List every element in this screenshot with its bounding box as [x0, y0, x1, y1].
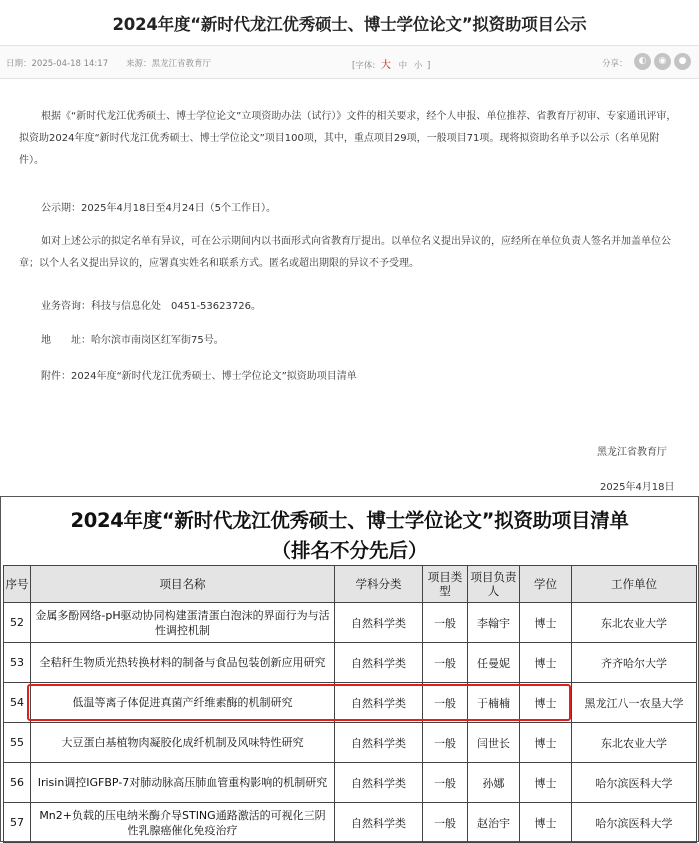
cell-no: 57: [4, 803, 31, 843]
header-type: 项目类型: [423, 566, 468, 603]
wechat-share-icon[interactable]: ◐: [634, 53, 651, 70]
cell-unit: 东北农业大学: [572, 603, 697, 643]
font-large-link[interactable]: 大: [380, 60, 391, 71]
article-paragraph-5: 地 址：哈尔滨市南岗区红军街75号。: [41, 335, 224, 346]
weibo-share-icon[interactable]: ◉: [654, 53, 671, 70]
cell-type: 一般: [423, 683, 468, 723]
cell-field: 自然科学类: [335, 603, 423, 643]
table-row: [4, 603, 697, 643]
article-paragraph-1: 根据《“新时代龙江优秀硕士、博士学位论文”立项资助办法（试行）》文件的相关要求，经个人申报、单位推荐、省教育厅初审、专家通讯评审，拟资助2024年度“新时代龙江优秀硕士、博士学位论文”项目100项，其中，重点项目29项，一般项目71项。现将拟资助名单予以公示（名单见附件）。: [19, 111, 677, 166]
cell-name: 低温等离子体促进真菌产纤维素酶的机制研究: [31, 683, 335, 723]
cell-degree: 博士: [520, 803, 572, 843]
cell-type: 一般: [423, 643, 468, 683]
cell-field: 自然科学类: [335, 803, 423, 843]
header-unit: 工作单位: [572, 566, 697, 603]
publish-date: 日期：2025-04-18 14:17: [6, 59, 109, 69]
font-label: [字体:: [352, 61, 376, 71]
cell-field: 自然科学类: [335, 683, 423, 723]
cell-name: 金属多酚网络-pH驱动协同构建蛋清蛋白泡沫的界面行为与活性调控机制: [31, 603, 335, 643]
cell-no: 54: [4, 683, 31, 723]
cell-no: 52: [4, 603, 31, 643]
qq-share-icon[interactable]: ●: [674, 53, 691, 70]
signature: 黑龙江省教育厅: [597, 447, 667, 458]
cell-no: 56: [4, 763, 31, 803]
font-size-switcher: [352, 56, 430, 71]
cell-leader: 任曼妮: [468, 643, 520, 683]
cell-degree: 博士: [520, 763, 572, 803]
table-row: [4, 763, 697, 803]
table-row: [4, 723, 697, 763]
table-row: [4, 803, 697, 843]
cell-degree: 博士: [520, 723, 572, 763]
font-medium-link[interactable]: 中: [398, 61, 408, 71]
cell-leader: 闫世长: [468, 723, 520, 763]
meta-bar: [0, 45, 699, 79]
cell-unit: 齐齐哈尔大学: [572, 643, 697, 683]
sign-date: 2025年4月18日: [600, 482, 675, 493]
header-no: 序号: [4, 566, 31, 603]
attachment-link[interactable]: 附件：2024年度“新时代龙江优秀硕士、博士学位论文”拟资助项目清单: [41, 371, 357, 382]
header-leader: 项目负责人: [468, 566, 520, 603]
header-field: 学科分类: [335, 566, 423, 603]
cell-unit: 哈尔滨医科大学: [572, 763, 697, 803]
source-label: 来源：黑龙江省教育厅: [126, 59, 212, 69]
page-title: 2024年度“新时代龙江优秀硕士、博士学位论文”拟资助项目公示: [112, 15, 587, 34]
cell-type: 一般: [423, 603, 468, 643]
table-header-row: [4, 566, 697, 603]
cell-degree: 博士: [520, 603, 572, 643]
table-row-highlighted: [4, 683, 697, 723]
cell-leader: 李翰宇: [468, 603, 520, 643]
cell-no: 53: [4, 643, 31, 683]
header-name: 项目名称: [31, 566, 335, 603]
cell-degree: 博士: [520, 643, 572, 683]
cell-type: 一般: [423, 803, 468, 843]
article-paragraph-4: 业务咨询：科技与信息化处 0451-53623726。: [41, 301, 261, 312]
cell-name: Irisin调控IGFBP-7对肺动脉高压肺血管重构影响的机制研究: [31, 763, 335, 803]
cell-type: 一般: [423, 723, 468, 763]
project-table: [3, 565, 697, 843]
cell-field: 自然科学类: [335, 763, 423, 803]
cell-name: Mn2+负载的压电纳米酶介导STING通路激活的可视化三阴性乳腺癌催化免疫治疗: [31, 803, 335, 843]
cell-no: 55: [4, 723, 31, 763]
table-row: [4, 643, 697, 683]
article-paragraph-3: 如对上述公示的拟定名单有异议，可在公示期间内以书面形式向省教育厅提出。以单位名义提出异议的，应经所在单位负责人签名并加盖单位公章；以个人名义提出异议的，应署真实姓名和联系方式。匿名或超出期限的异议不予受理。: [19, 236, 671, 269]
cell-unit: 哈尔滨医科大学: [572, 803, 697, 843]
header-degree: 学位: [520, 566, 572, 603]
cell-unit: 黑龙江八一农垦大学: [572, 683, 697, 723]
cell-name: 全秸秆生物质光热转换材料的制备与食品包装创新应用研究: [31, 643, 335, 683]
article-paragraph-2: 公示期：2025年4月18日至4月24日（5个工作日）。: [41, 203, 276, 214]
cell-unit: 东北农业大学: [572, 723, 697, 763]
cell-name: 大豆蛋白基植物肉凝胶化成纤机制及风味特性研究: [31, 723, 335, 763]
cell-leader: 赵治宇: [468, 803, 520, 843]
share-label: 分享：: [602, 59, 628, 69]
cell-leader: 于楠楠: [468, 683, 520, 723]
cell-field: 自然科学类: [335, 723, 423, 763]
cell-field: 自然科学类: [335, 643, 423, 683]
cell-degree: 博士: [520, 683, 572, 723]
cell-leader: 孙娜: [468, 763, 520, 803]
font-close: ]: [427, 61, 431, 71]
attachment-subtitle: （排名不分先后）: [271, 539, 428, 562]
cell-type: 一般: [423, 763, 468, 803]
font-small-link[interactable]: 小: [413, 61, 423, 71]
attachment-title: 2024年度“新时代龙江优秀硕士、博士学位论文”拟资助项目清单: [70, 509, 629, 532]
